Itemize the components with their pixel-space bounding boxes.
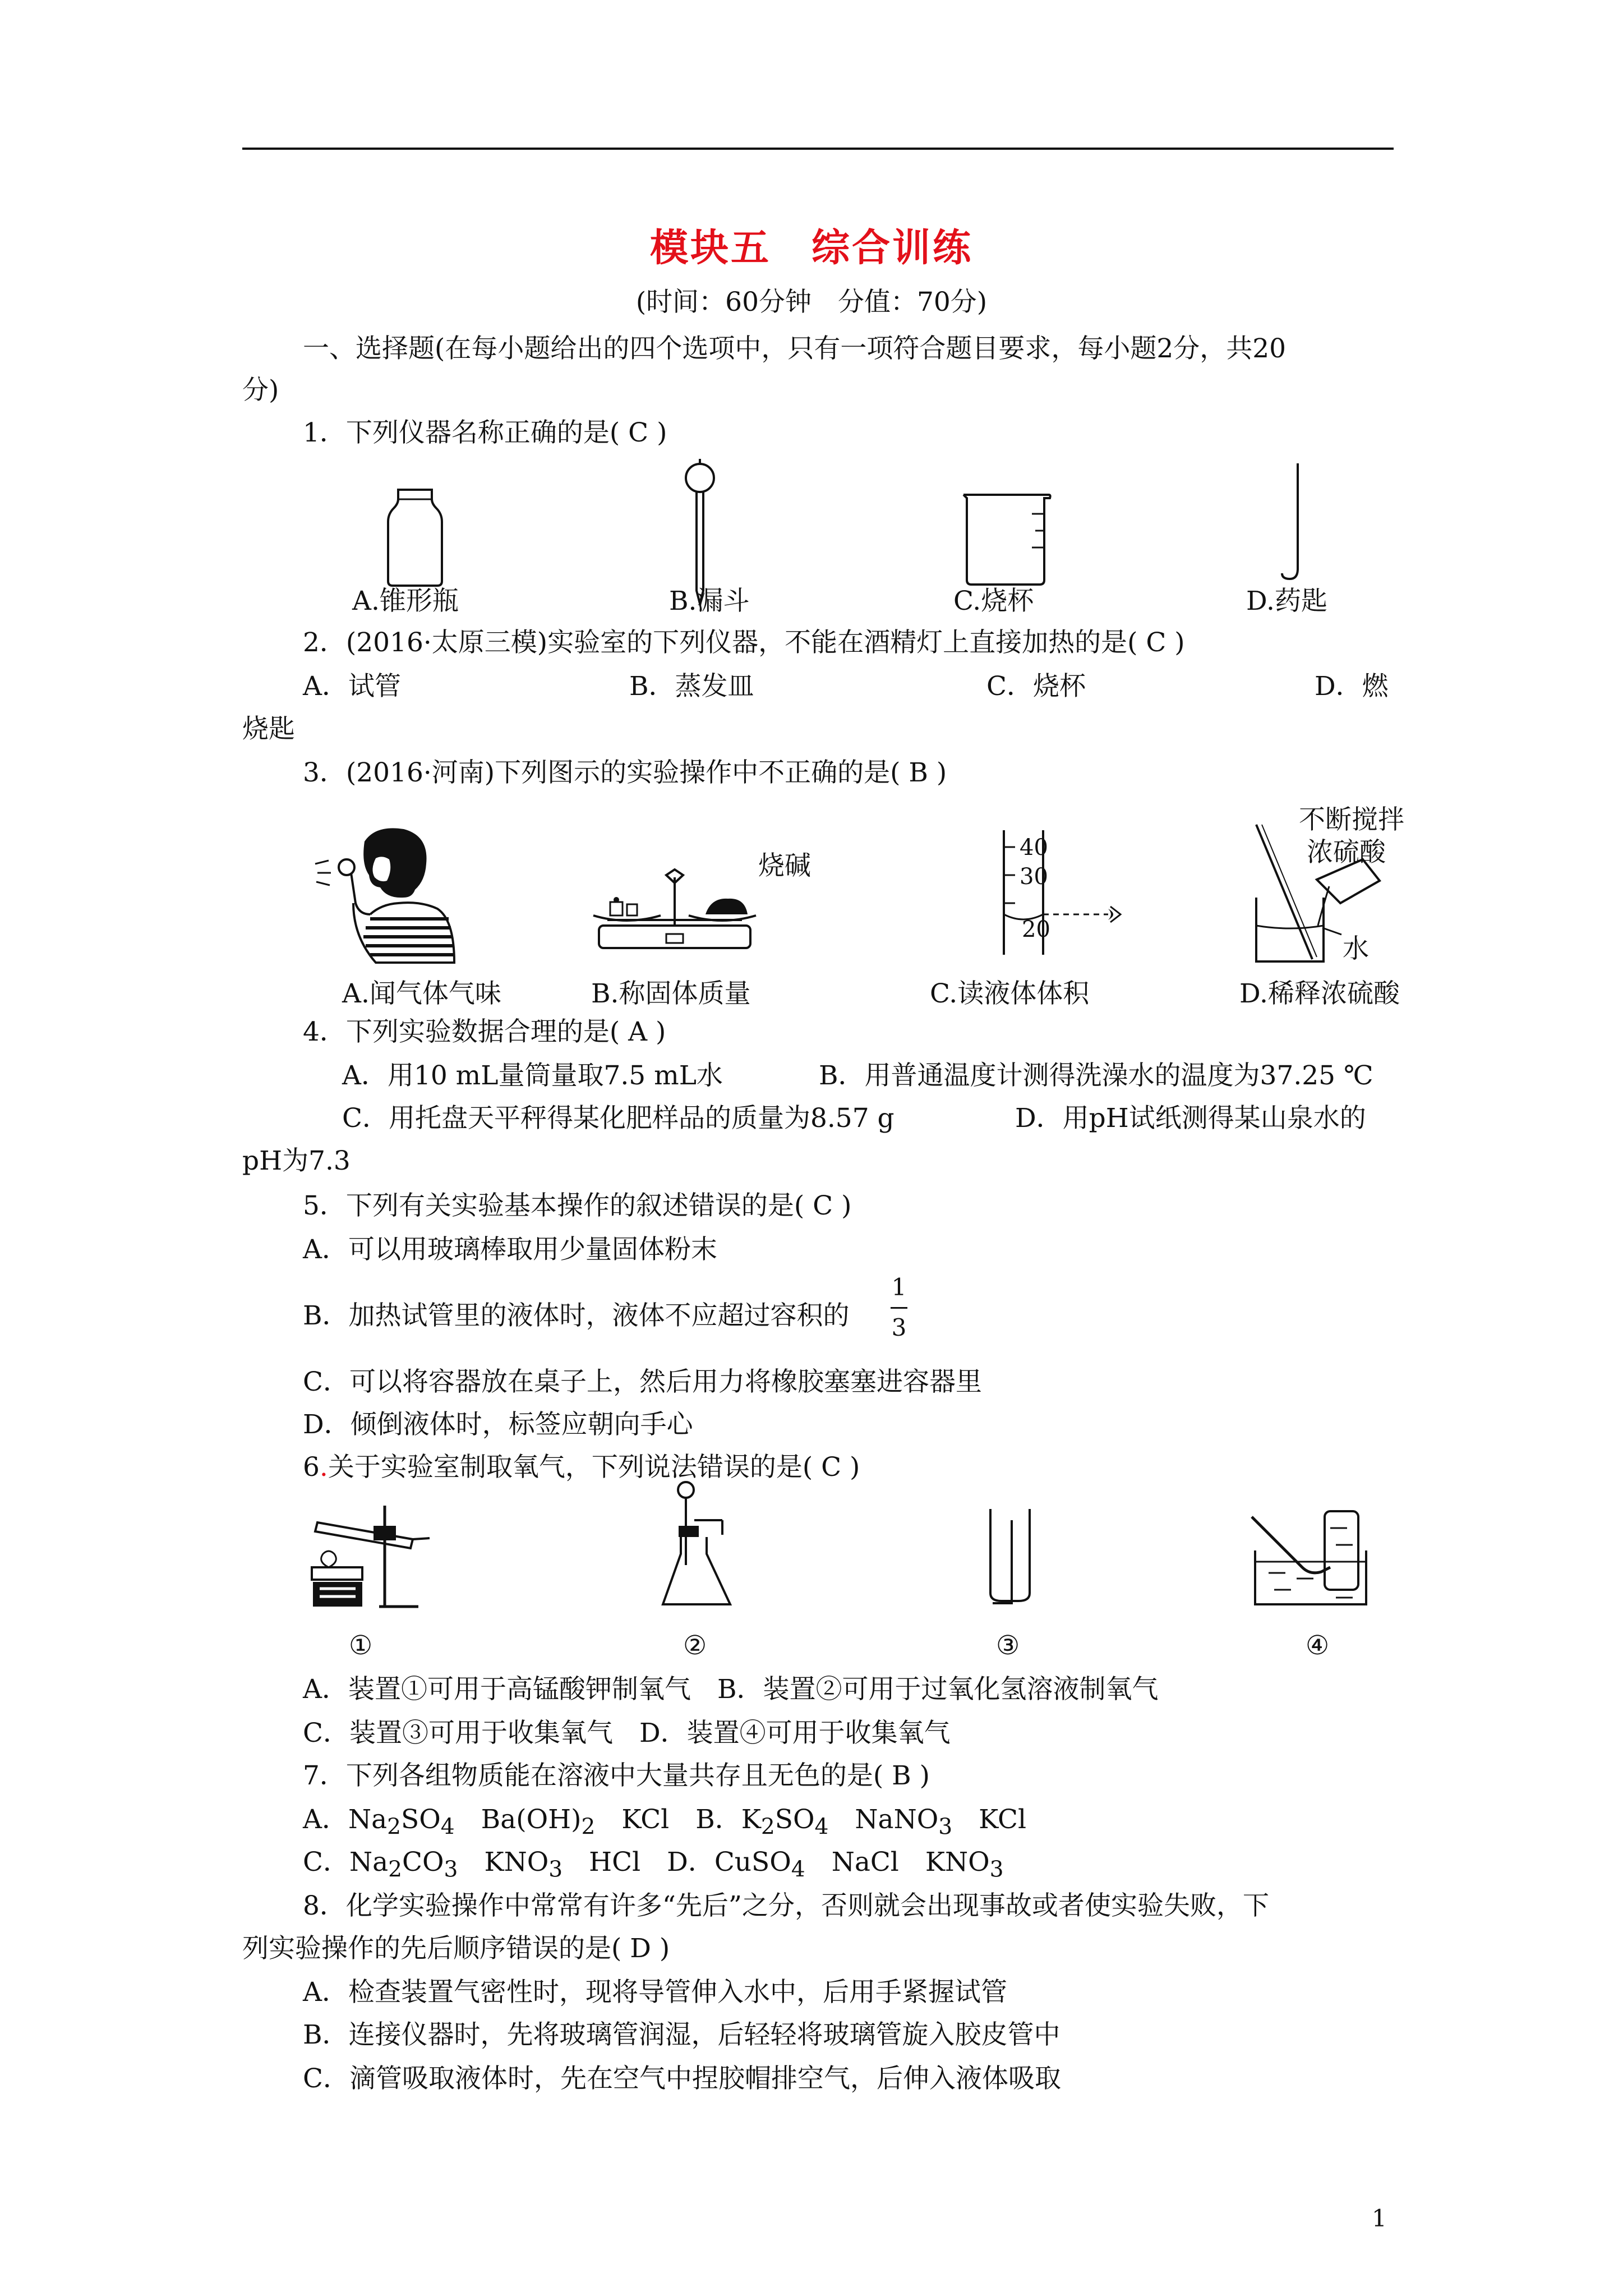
page-subtitle: (时间：60分钟 分值：70分) [635,287,988,318]
page-number: 1 [1372,2205,1387,2232]
q5-option-c: C．可以将容器放在桌子上，然后用力将橡胶塞塞进容器里 [303,1366,982,1397]
q7-options-cd [303,1849,1004,1881]
cylinder-tick-30: 30 [1020,864,1048,890]
q5-stem: 5．下列有关实验基本操作的叙述错误的是( C ) [303,1190,852,1221]
conical-flask-figure [661,1481,734,1612]
heating-apparatus-figure [306,1500,446,1614]
fraction-one-third [891,1273,907,1346]
q4-stem: 4．下列实验数据合理的是( A ) [303,1016,666,1047]
q3-caption-d: D.稀释浓硫酸 [1239,978,1400,1009]
q8-option-c: C．滴管吸取液体时，先在空气中捏胶帽排空气，后伸入液体吸取 [303,2063,1061,2094]
q6-caption-1: ① [349,1630,373,1661]
fraction-denominator: 3 [891,1314,907,1341]
q2-option-c: C．烧杯 [986,671,1086,702]
q5-option-a: A．可以用玻璃棒取用少量固体粉末 [303,1234,717,1265]
cylinder-tick-20: 20 [1022,917,1050,942]
cylinder-reading-figure [998,830,1133,967]
q2-wrap: 烧匙 [242,714,295,744]
q7-cd-part: NaCl KNO [805,1847,990,1878]
q1-stem: 1．下列仪器名称正确的是( C ) [303,417,667,448]
cylinder-tick-40: 40 [1020,835,1048,861]
q5-option-b: B．加热试管里的液体时，液体不应超过容积的 [303,1300,850,1331]
q4-option-d: D．用pH试纸测得某山泉水的 [1015,1103,1366,1134]
q8-stem-line1: 8．化学实验操作中常常有许多“先后”之分，否则就会出现事故或者使实验失败，下 [303,1890,1269,1921]
water-trough-figure [1252,1506,1370,1609]
q6-options-line1: A．装置①可用于高锰酸钾制氧气 B．装置②可用于过氧化氢溶液制氧气 [303,1674,1159,1705]
q7-cd-part: CO [402,1847,444,1878]
q6-caption-2: ② [683,1630,707,1661]
q1-caption-b: B.漏斗 [669,586,750,616]
q2-option-a: A．试管 [303,671,401,702]
page-title: 模块五 综合训练 [649,226,973,270]
naoh-label: 烧碱 [758,850,811,881]
spoon-figure [1273,463,1307,583]
q4-option-a: A．用10 mL量筒量取7.5 mL水 [342,1060,723,1091]
section-heading-line2: 分) [242,375,279,406]
q8-stem-line2: 列实验操作的先后顺序错误的是( D ) [242,1933,670,1964]
q4-option-c: C．用托盘天平秤得某化肥样品的质量为8.57 g [342,1103,895,1134]
q7-ab-part: SO [774,1804,815,1835]
q2-option-d: D．燃 [1315,671,1389,702]
q7-cd-part: HCl D．CuSO [562,1847,791,1878]
q7-ab-part: KCl B．K [595,1804,761,1835]
smell-gas-figure [314,825,465,967]
q7-ab-sub: 4 [814,1814,829,1840]
q7-ab-sub: 2 [387,1814,402,1840]
q6-red-dot: . [319,1452,328,1483]
q7-ab-sub: 4 [440,1814,455,1840]
q5-option-d: D．倾倒液体时，标签应朝向手心 [303,1409,693,1440]
q1-caption-a: A.锥形瓶 [352,586,459,616]
top-rule [242,148,1394,150]
q7-cd-sub: 3 [548,1857,563,1883]
q3-caption-c: C.读液体体积 [930,978,1090,1009]
q3-caption-b: B.称固体质量 [591,978,751,1009]
q7-ab-sub: 2 [581,1814,596,1840]
q7-cd-sub: 2 [388,1857,403,1883]
q2-stem: 2．(2016·太原三模)实验室的下列仪器，不能在酒精灯上直接加热的是( C ) [303,627,1185,658]
q7-cd-sub: 4 [791,1857,805,1883]
q7-stem: 7．下列各组物质能在溶液中大量共存且无色的是( B ) [303,1760,930,1791]
q7-cd-part: KNO [458,1847,549,1878]
q4-wrap: pH为7.3 [242,1145,351,1176]
balance-figure [588,869,762,956]
stir-label: 不断搅拌 [1299,804,1404,835]
q7-cd-part: C．Na [303,1847,389,1878]
acid-label: 浓硫酸 [1307,837,1386,868]
q7-cd-sub: 3 [989,1857,1004,1883]
fraction-numerator: 1 [891,1273,907,1301]
q8-option-b: B．连接仪器时，先将玻璃管润湿，后轻轻将玻璃管旋入胶皮管中 [303,2019,1061,2050]
q7-ab-part: A．Na [303,1804,388,1835]
fraction-bar [891,1307,907,1309]
q6-caption-3: ③ [996,1630,1020,1661]
q4-option-b: B．用普通温度计测得洗澡水的温度为37.25 ℃ [819,1060,1373,1091]
beaker-figure [959,491,1054,589]
q6-number: 6 [303,1452,320,1483]
q7-ab-part: NaNO [828,1804,939,1835]
q2-option-b: B．蒸发皿 [629,671,754,702]
q3-stem: 3．(2016·河南)下列图示的实验操作中不正确的是( B ) [303,757,947,788]
q7-cd-sub: 3 [444,1857,458,1883]
q7-ab-part: Ba(OH) [454,1804,582,1835]
q7-ab-part: SO [401,1804,441,1835]
q7-ab-sub: 3 [938,1814,953,1840]
q6-stem [303,1452,860,1483]
q3-caption-a: A.闻气体气味 [342,978,501,1009]
q7-ab-sub: 2 [760,1814,775,1840]
q6-options-line2: C．装置③可用于收集氧气 D．装置④可用于收集氧气 [303,1718,951,1749]
q1-caption-d: D.药匙 [1246,586,1327,616]
reagent-bottle-figure [381,487,449,590]
dropper-funnel-figure [683,459,717,607]
q6-caption-4: ④ [1306,1630,1330,1661]
q6-stem-text: 关于实验室制取氧气，下列说法错误的是( C ) [328,1452,860,1483]
q8-option-a: A．检查装置气密性时，现将导管伸入水中，后用手紧握试管 [303,1977,1007,2008]
q7-options-ab [303,1806,1026,1838]
water-label: 水 [1343,933,1369,964]
section-heading-line1: 一、选择题(在每小题给出的四个选项中，只有一项符合题目要求，每小题2分，共20 [303,333,1287,364]
collection-tube-figure [985,1509,1035,1612]
q7-ab-part: KCl [952,1804,1027,1835]
q1-caption-c: C.烧杯 [953,586,1034,616]
